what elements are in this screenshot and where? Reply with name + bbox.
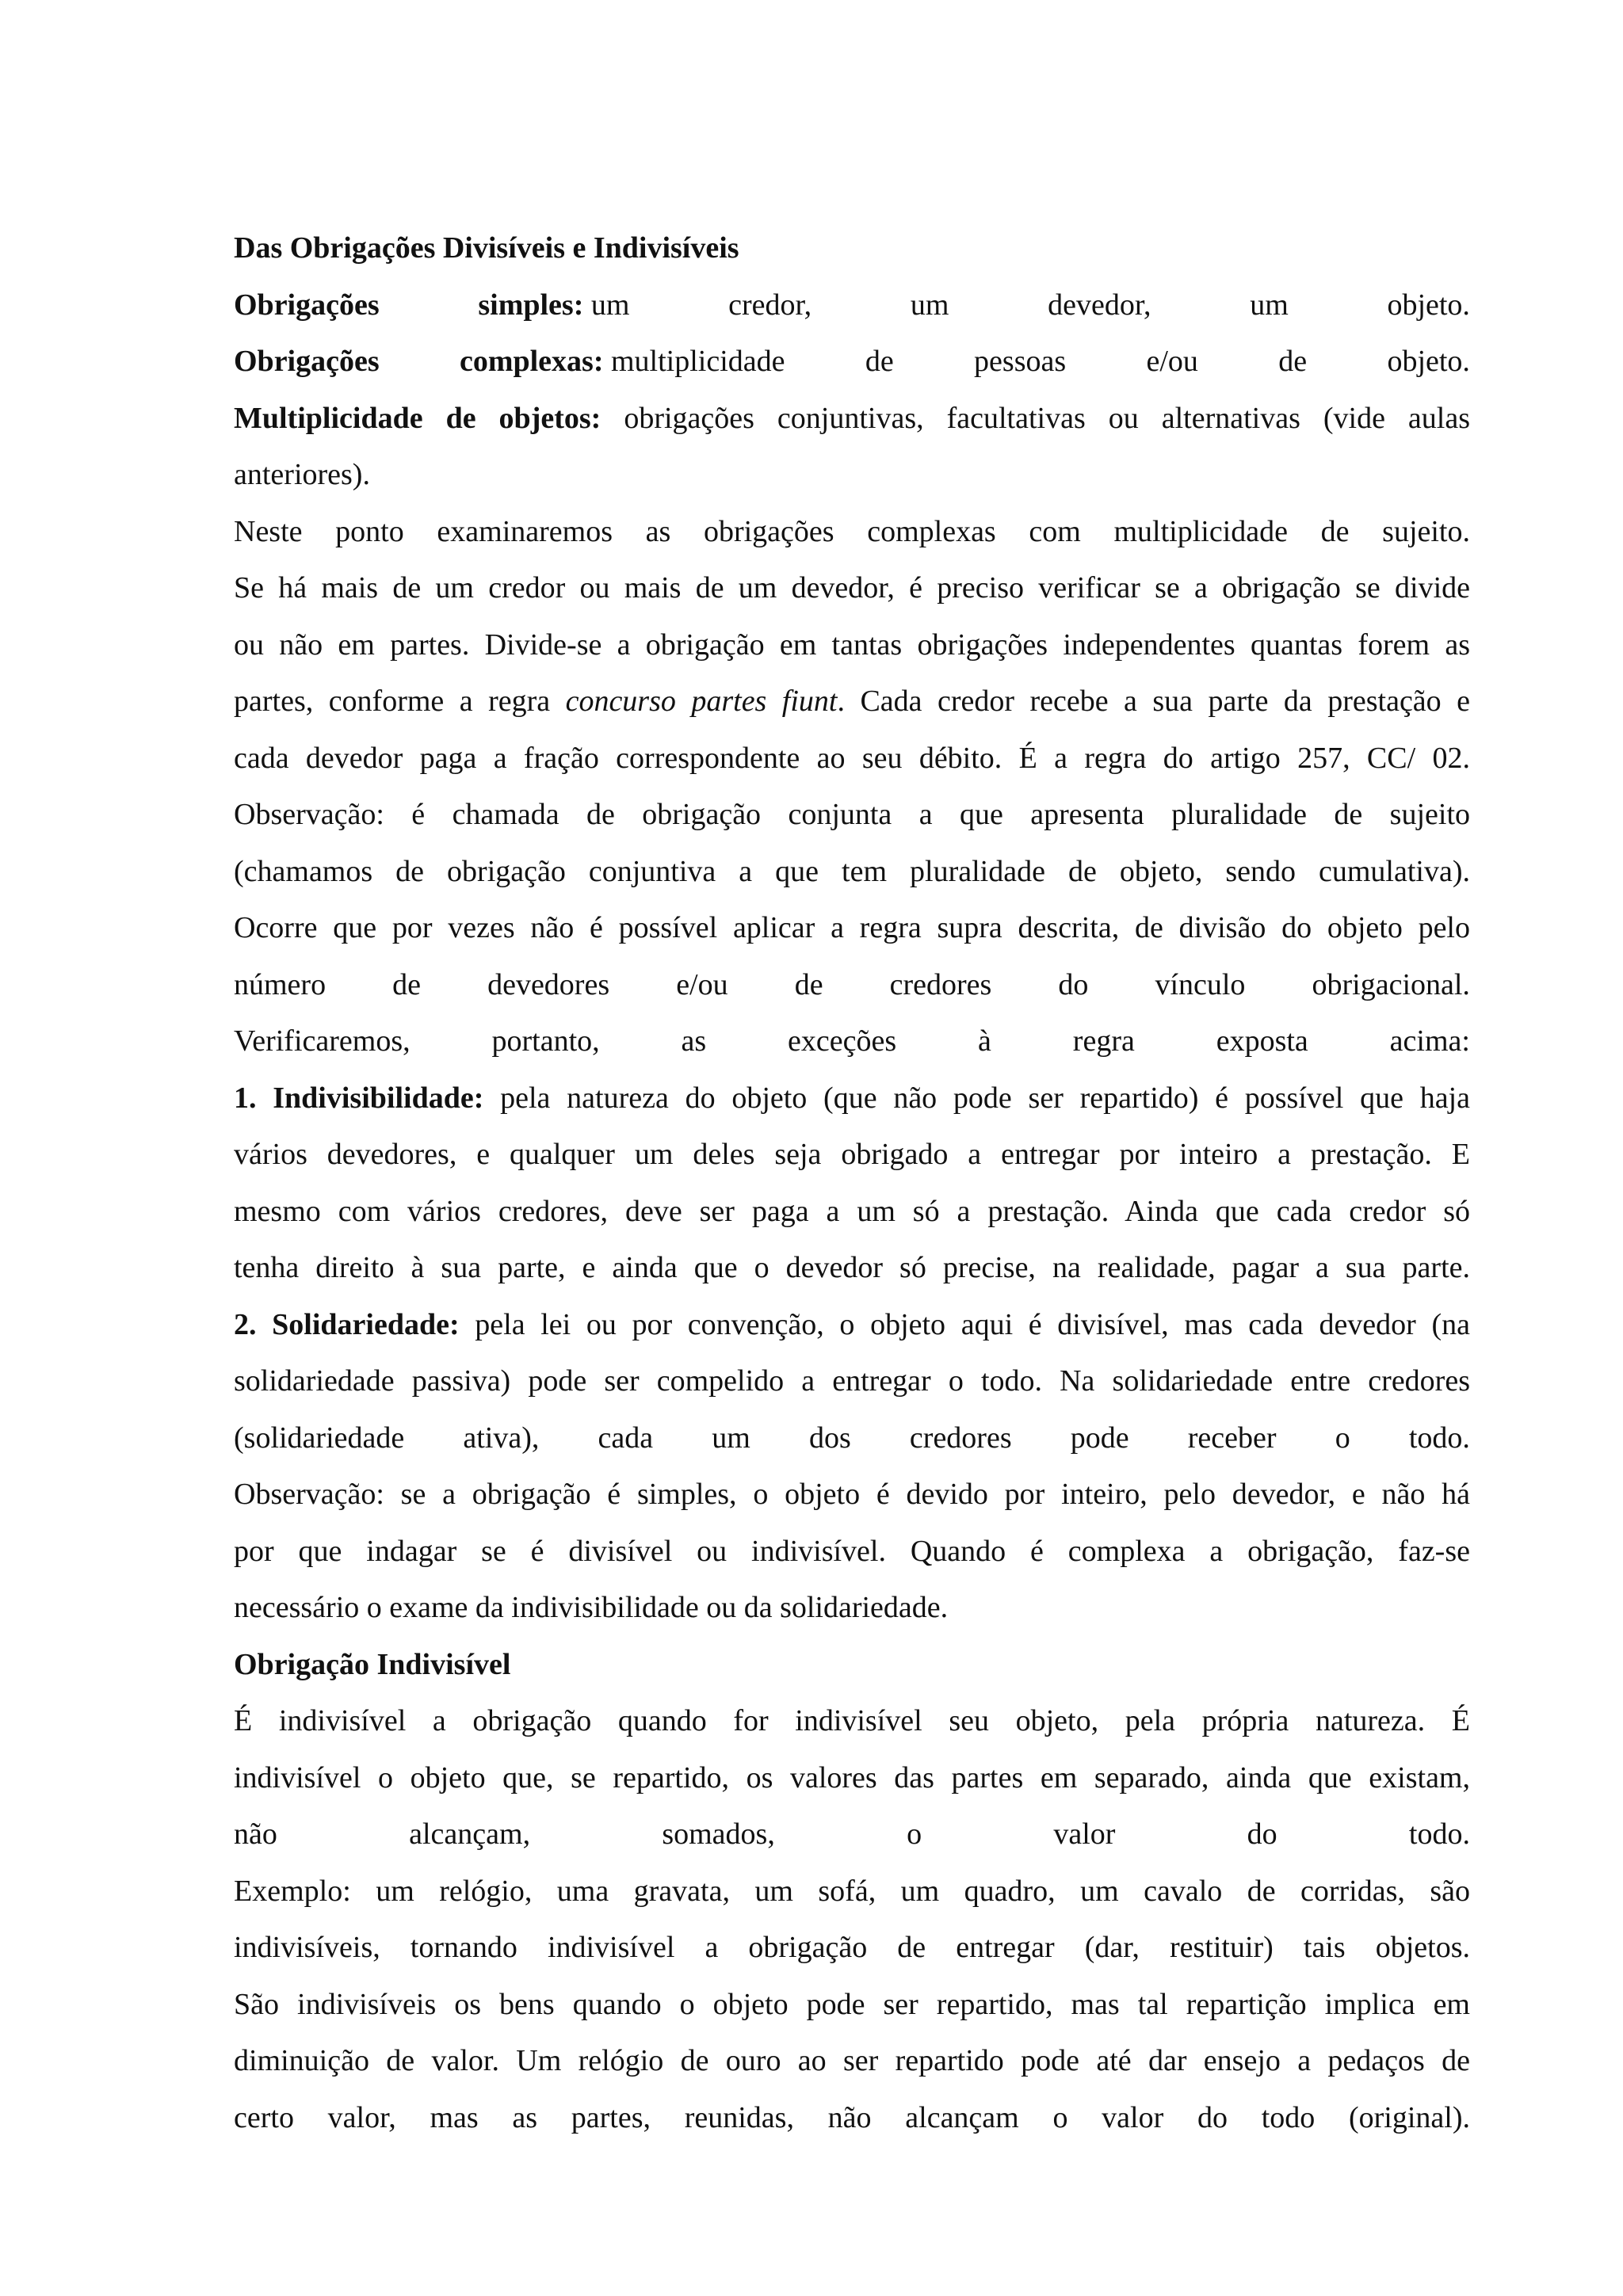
paragraph-line: não alcançam, somados, o valor do todo. xyxy=(234,1817,1470,1851)
simples-word: devedor, xyxy=(1048,288,1151,322)
paragraph-line: São indivisíveis os bens quando o objeto pode ser repartido, mas tal repartição implica em xyxy=(234,1987,1470,2021)
simples-word: objeto. xyxy=(1387,288,1470,322)
complexas-line xyxy=(234,341,1470,399)
simples-word: credor, xyxy=(728,288,812,322)
complexas-label-group: complexas: multiplicidade xyxy=(459,345,785,378)
paragraph-line: mesmo com vários credores, deve ser paga a um só a prestação. Ainda que cada credor só xyxy=(234,1194,1470,1228)
complexas-word: objeto. xyxy=(1387,345,1470,378)
indivisibilidade-line: 1. Indivisibilidade: pela natureza do objeto (que não pode ser repartido) é possível que haja xyxy=(234,1081,1470,1115)
paragraph-line: tenha direito à sua parte, e ainda que o devedor só precise, na realidade, pagar a sua parte. xyxy=(234,1251,1470,1284)
paragraph-line: É indivisível a obrigação quando for indivisível seu objeto, pela própria natureza. É xyxy=(234,1704,1470,1737)
multiplicidade-line-2: anteriores). xyxy=(234,458,370,491)
simples-word: um xyxy=(1250,288,1289,322)
simples-line xyxy=(234,285,1470,342)
simples-label-group: simples: um xyxy=(478,288,630,322)
simples-label-1: Obrigações xyxy=(234,288,380,322)
paragraph-line: partes, conforme a regra concurso partes fiunt. Cada credor recebe a sua parte da prestação e xyxy=(234,685,1471,718)
paragraph-line: Observação: é chamada de obrigação conjunta a que apresenta pluralidade de sujeito xyxy=(234,798,1470,831)
paragraph-line: Se há mais de um credor ou mais de um devedor, é preciso verificar se a obrigação se divide xyxy=(234,571,1470,605)
solidariedade-line: 2. Solidariedade: pela lei ou por convenção, o objeto aqui é divisível, mas cada devedor (na xyxy=(234,1307,1471,1341)
paragraph-line: por que indagar se é divisível ou indivisível. Quando é complexa a obrigação, faz-se xyxy=(234,1534,1470,1568)
multiplicidade-line: Multiplicidade de objetos: obrigações conjuntivas, facultativas ou alternativas (vide aulas xyxy=(234,401,1471,435)
paragraph-line: cada devedor paga a fração correspondente ao seu débito. É a regra do artigo 257, CC/ 02. xyxy=(234,741,1470,775)
complexas-label-1: Obrigações xyxy=(234,345,380,378)
paragraph-line: Verificaremos, portanto, as exceções à regra exposta acima: xyxy=(234,1024,1470,1058)
paragraph-line: indivisível o objeto que, se repartido, os valores das partes em separado, ainda que existam, xyxy=(234,1760,1470,1794)
complexas-word: e/ou xyxy=(1146,345,1198,378)
paragraph-line: (solidariedade ativa), cada um dos credores pode receber o todo. xyxy=(234,1421,1470,1455)
paragraph-line: Observação: se a obrigação é simples, o objeto é devido por inteiro, pelo devedor, e não há xyxy=(234,1478,1470,1511)
paragraph-line: solidariedade passiva) pode ser compelido a entregar o todo. Na solidariedade entre credores xyxy=(234,1364,1470,1398)
paragraph-line: Neste ponto examinaremos as obrigações complexas com multiplicidade de sujeito. xyxy=(234,514,1470,548)
paragraph-line: (chamamos de obrigação conjuntiva a que tem pluralidade de objeto, sendo cumulativa). xyxy=(234,854,1470,888)
paragraph-line: número de devedores e/ou de credores do vínculo obrigacional. xyxy=(234,967,1470,1001)
paragraph-line: Ocorre que por vezes não é possível aplicar a regra supra descrita, de divisão do objeto pelo xyxy=(234,911,1470,944)
paragraph-line: ou não em partes. Divide-se a obrigação em tantas obrigações independentes quantas forem as xyxy=(234,627,1470,662)
complexas-word: pessoas xyxy=(974,345,1067,378)
complexas-word: de xyxy=(865,345,894,378)
paragraph-line: diminuição de valor. Um relógio de ouro ao ser repartido pode até dar ensejo a pedaços de xyxy=(234,2044,1470,2077)
paragraph-line: Exemplo: um relógio, uma gravata, um sofá, um quadro, um cavalo de corridas, são xyxy=(234,1874,1470,1908)
latin-phrase: concurso partes fiunt xyxy=(565,685,838,718)
paragraph-line: indivisíveis, tornando indivisível a obrigação de entregar (dar, restituir) tais objetos. xyxy=(234,1931,1470,1964)
document-page xyxy=(234,228,1470,2154)
paragraph-line: necessário o exame da indivisibilidade ou da solidariedade. xyxy=(234,1591,949,1624)
document-title: Das Obrigações Divisíveis e Indivisíveis xyxy=(234,231,739,265)
paragraph-line: vários devedores, e qualquer um deles seja obrigado a entregar por inteiro a prestação. E xyxy=(234,1138,1470,1171)
section-heading: Obrigação Indivisível xyxy=(234,1647,511,1681)
paragraph-line: certo valor, mas as partes, reunidas, não alcançam o valor do todo (original). xyxy=(234,2100,1470,2134)
complexas-word: de xyxy=(1278,345,1308,378)
simples-word: um xyxy=(910,288,949,322)
